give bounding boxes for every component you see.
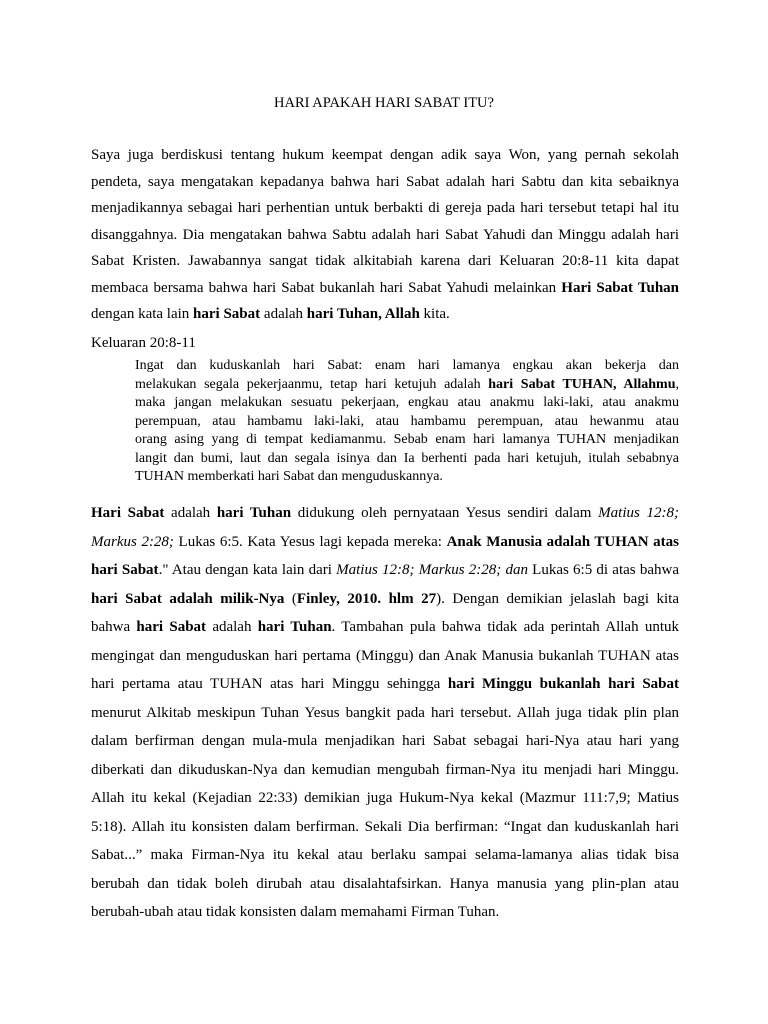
quote-line: Ingat dan kuduskanlah hari Sabat: enam hari lamanya engkau akan bekerja dan	[135, 358, 679, 373]
text-run: ,	[675, 376, 680, 392]
bold-text: hari Tuhan, Allah	[306, 306, 420, 322]
text-line	[91, 585, 679, 614]
text-run: didukung oleh pernyataan Yesus sendiri dalam	[291, 505, 599, 521]
quote-line: TUHAN memberkati hari Sabat dan menguduskannya.	[135, 469, 443, 484]
italic-text: Markus 2:28;	[91, 533, 174, 550]
text-run: adalah	[260, 306, 307, 322]
text-line: menjadikannya sebagai hari perhentian untuk berbakti di gereja pada hari tersebut tetapi hal itu	[91, 200, 679, 216]
text-line	[91, 499, 679, 528]
text-line: berubah dan tidak boleh dirubah atau disalahtafsirkan. Hanya manusia yang plin-plan atau	[91, 875, 679, 892]
text-run: ." Atau dengan kata lain dari	[158, 562, 337, 578]
text-line: berubah-ubah atau tidak konsisten dalam memahami Firman Tuhan.	[91, 904, 500, 920]
bold-text: Hari Sabat Tuhan	[561, 279, 680, 296]
bold-text: Hari Sabat	[91, 505, 165, 521]
text-line: Saya juga berdiskusi tentang hukum keempat dengan adik saya Won, yang pernah sekolah	[91, 147, 679, 163]
quote-line: orang asing yang di tempat kediamanmu. Sebab enam hari lamanya TUHAN menjadikan	[135, 432, 679, 447]
bold-text: hari Sabat	[91, 562, 159, 578]
quote-line: maka jangan melakukan sesuatu pekerjaan, engkau atau anakmu laki-laki, atau anakmu	[135, 395, 679, 410]
text-run: adalah	[206, 619, 258, 635]
bold-text: hari Tuhan	[257, 619, 332, 635]
text-run: Lukas 6:5 di atas bahwa	[527, 562, 679, 578]
text-line	[91, 275, 679, 302]
bold-text: hari Sabat	[193, 306, 261, 322]
text-line: pendeta, saya mengatakan kepadanya bahwa hari Sabat adalah hari Sabtu dan kita sebaiknya	[91, 173, 679, 190]
text-line: Sabat Kristen. Jawabannya sangat tidak alkitabiah karena dari Keluaran 20:8-11 kita dapat	[91, 253, 679, 269]
bold-text: hari Sabat TUHAN, Allahmu	[488, 376, 676, 392]
text-line: mengingat dan menguduskan hari pertama (Minggu) dan Anak Manusia bukanlah TUHAN atas	[91, 647, 679, 664]
text-line	[91, 613, 679, 642]
bold-text: hari Sabat	[136, 619, 207, 635]
text-run: hari pertama atau TUHAN atas hari Minggu sehingga	[91, 676, 448, 692]
text-line: Sabat...” maka Firman-Nya itu kekal atau berlaku sampai selama-lamanya alias tidak bisa	[91, 847, 679, 863]
text-run: melakukan segala pekerjaanmu, tetap hari ketujuh adalah	[135, 376, 489, 392]
paragraph-argument	[91, 499, 679, 927]
text-run: dengan kata lain	[91, 306, 194, 322]
quote-line: perempuan, atau hambamu laki-laki, atau hambamu perempuan, atau hewanmu atau	[135, 413, 679, 429]
text-run: . Tambahan pula bahwa tidak ada perintah Allah untuk	[331, 619, 679, 635]
text-run: ). Dengan demikian jelaslah bagi kita	[436, 590, 679, 607]
paragraph-intro	[91, 142, 679, 328]
text-run: kita.	[419, 306, 450, 322]
text-line: Allah itu kekal (Kejadian 22:33) demikian juga Hukum-Nya kekal (Mazmur 111:7,9; Matius	[91, 790, 679, 806]
text-line	[91, 556, 679, 585]
italic-text: Matius 12:8;	[598, 505, 679, 521]
text-line	[91, 301, 679, 328]
text-line: dalam berfirman dengan mula-mula menjadikan hari Sabat sebagai hari-Nya atau hari yang	[91, 733, 679, 749]
text-line: diberkati dan dikuduskan-Nya dan kemudian mengubah firman-Nya itu menjadi hari Minggu.	[91, 761, 679, 778]
verse-reference-label: Keluaran 20:8-11	[91, 335, 196, 351]
text-line	[91, 670, 679, 699]
scripture-quote	[135, 357, 679, 487]
text-line: menurut Alkitab meskipun Tuhan Yesus bangkit pada hari tersebut. Allah juga tidak plin plan	[91, 704, 679, 721]
text-run: bahwa	[91, 619, 137, 635]
quote-line: langit dan bumi, laut dan segala isinya dan Ia berhenti pada hari ketujuh, itulah sebabnya	[135, 450, 679, 466]
text-run: adalah	[164, 505, 217, 521]
italic-text: Matius 12:8; Markus 2:28; dan	[336, 562, 528, 578]
text-run: (	[284, 590, 297, 607]
text-run: Lukas 6:5. Kata Yesus lagi kepada mereka:	[173, 533, 447, 550]
bold-text: Finley, 2010. hlm 27	[296, 590, 437, 607]
text-run: membaca bersama bahwa hari Sabat bukanlah hari Sabat Yahudi melainkan	[91, 279, 562, 296]
quote-line	[135, 376, 679, 395]
bold-text: Anak Manusia adalah TUHAN atas	[446, 533, 679, 550]
bold-text: hari Minggu bukanlah hari Sabat	[447, 676, 679, 692]
bold-text: hari Tuhan	[216, 505, 292, 521]
document-title: HARI APAKAH HARI SABAT ITU?	[274, 95, 494, 111]
bold-text: hari Sabat adalah milik-Nya	[91, 590, 285, 607]
text-line: 5:18). Allah itu konsisten dalam berfirman. Sekali Dia berfirman: “Ingat dan kuduskanlah hari	[91, 818, 679, 835]
text-line: disanggahnya. Dia mengatakan bahwa Sabtu adalah hari Sabat Yahudi dan Minggu adalah hari	[91, 226, 679, 243]
text-line	[91, 528, 679, 557]
